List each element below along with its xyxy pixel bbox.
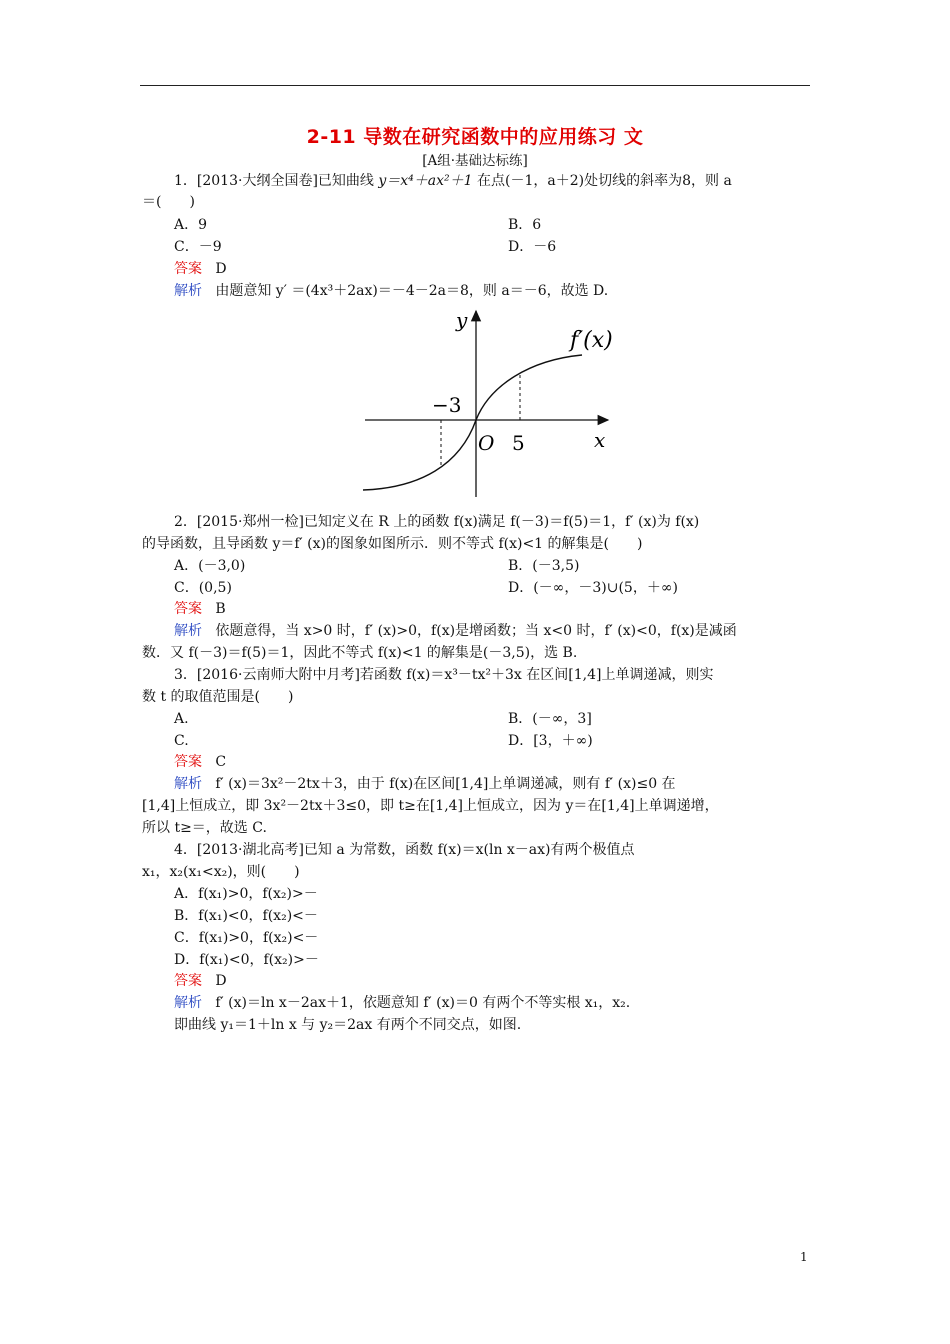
q3-analysis-line-3: 所以 t≥＝，故选 C.: [142, 820, 267, 836]
q1-analysis-line: [174, 282, 844, 300]
q2-stem-line-1: 2．[2015·郑州一检]已知定义在 R 上的函数 f(x)满足 f(－3)＝f(5)＝1，f′ (x)为 f(x): [174, 514, 700, 530]
page-title: 2-11 导数在研究函数中的应用练习 文: [306, 126, 644, 148]
q4-option-c: C．f(x₁)>0，f(x₂)<－: [174, 930, 319, 946]
q1-stem-text: 1．[2013·大纲全国卷]已知曲线: [174, 173, 379, 189]
derivative-curve: [363, 355, 582, 490]
q2-options-row-1: [174, 557, 844, 575]
q3-stem-line-2: 数 t 的取值范围是( ): [142, 689, 294, 705]
q1-options-row-2: [174, 238, 844, 256]
q4-answer-label: 答案: [174, 973, 202, 989]
q3-answer-label: 答案: [174, 754, 202, 770]
q2-answer-line: [174, 600, 844, 618]
q2-stem-line-2: 的导函数，且导函数 y＝f′ (x)的图象如图所示．则不等式 f(x)<1 的解集是( ): [142, 536, 643, 552]
q4-analysis-line-2: 即曲线 y₁＝1＋ln x 与 y₂＝2ax 有两个不同交点，如图.: [174, 1017, 522, 1033]
q2-answer: B: [215, 601, 226, 617]
q2-answer-label: 答案: [174, 601, 202, 617]
q1-options-row-1: [174, 216, 844, 234]
q1-option-d: D．－6: [508, 239, 557, 255]
tick-label-neg: −3: [432, 393, 462, 417]
y-axis-label: y: [456, 308, 468, 332]
q3-option-a: A.: [174, 711, 189, 727]
q1-answer-label: 答案: [174, 261, 202, 277]
derivative-graph: [360, 305, 620, 500]
q2-options-row-2: [174, 579, 844, 597]
section-subtitle: [A组·基础达标练]: [422, 153, 528, 169]
page-number: 1: [800, 1250, 808, 1264]
q3-options-row-1: [174, 710, 844, 728]
x-axis-label: x: [594, 428, 606, 452]
q3-stem-line-1: 3．[2016·云南师大附中月考]若函数 f(x)＝x³－tx²＋3x 在区间[1,4]上单调递减，则实: [174, 667, 714, 683]
q3-analysis-label: 解析: [174, 776, 202, 792]
q1-option-a: A．9: [174, 217, 208, 233]
q4-option-a: A．f(x₁)>0，f(x₂)>－: [174, 886, 318, 902]
q1-formula: y＝x⁴＋ax²＋1: [378, 173, 473, 189]
q2-analysis-label: 解析: [174, 623, 202, 639]
q3-option-d: D．[3，＋∞): [508, 733, 593, 749]
q1-analysis-label: 解析: [174, 283, 202, 299]
q3-analysis-1: f′ (x)＝3x²－2tx＋3，由于 f(x)在区间[1,4]上单调递减，则有 f′ (x)≤0 在: [215, 776, 676, 792]
q2-option-a: A．(－3,0): [174, 558, 246, 574]
q3-analysis-line-1: [174, 775, 844, 793]
q2-analysis-1: 依题意得，当 x>0 时，f′ (x)>0，f(x)是增函数；当 x<0 时，f′ (x)<0，f(x)是减函: [215, 623, 737, 639]
curve-label: f′(x): [570, 328, 613, 353]
q4-stem-line-2: x₁，x₂(x₁<x₂)，则( ): [142, 864, 300, 880]
q3-options-row-2: [174, 732, 844, 750]
q1-stem-text-2: 在点(－1，a＋2)处切线的斜率为8，则 a: [472, 173, 732, 189]
q4-analysis-line-1: [174, 994, 844, 1012]
q1-option-b: B．6: [508, 217, 542, 233]
origin-label: O: [478, 431, 495, 455]
q4-option-d: D．f(x₁)<0，f(x₂)>－: [174, 952, 319, 968]
q4-answer-line: [174, 972, 844, 990]
q3-analysis-line-2: [1,4]上恒成立，即 3x²－2tx＋3≤0，即 t≥在[1,4]上恒成立，因为 y＝在[1,4]上单调递增，: [142, 798, 719, 814]
q1-analysis: 由题意知 y′ ＝(4x³＋2ax)＝－4－2a＝8，则 a＝－6，故选 D.: [215, 283, 609, 299]
q4-option-b: B．f(x₁)<0，f(x₂)<－: [174, 908, 318, 924]
q3-answer: C: [215, 754, 227, 770]
q2-option-d: D．(－∞，－3)∪(5，＋∞): [508, 580, 678, 596]
q1-stem-line-2: ＝( ): [142, 194, 195, 210]
q1-answer: D: [215, 261, 227, 277]
q2-analysis-line-2: 数．又 f(－3)＝f(5)＝1，因此不等式 f(x)<1 的解集是(－3,5)，选 B.: [142, 645, 578, 661]
q3-option-b: B．(－∞，3]: [508, 711, 592, 727]
q2-analysis-line-1: [174, 622, 844, 640]
tick-label-pos: 5: [512, 431, 525, 455]
q2-option-c: C．(0,5): [174, 580, 232, 596]
q4-analysis-label: 解析: [174, 995, 202, 1011]
q4-answer: D: [215, 973, 227, 989]
q1-stem-line-1: [174, 172, 844, 190]
q1-answer-line: [174, 260, 844, 278]
q4-analysis-1: f′ (x)＝ln x－2ax＋1，依题意知 f′ (x)＝0 有两个不等实根 x₁，x₂.: [215, 995, 631, 1011]
q3-option-c: C.: [174, 733, 189, 749]
q1-option-c: C．－9: [174, 239, 222, 255]
header-rule: [140, 85, 810, 86]
q2-option-b: B．(－3,5): [508, 558, 580, 574]
q4-stem-line-1: 4．[2013·湖北高考]已知 a 为常数，函数 f(x)＝x(ln x－ax)有两个极值点: [174, 842, 635, 858]
q3-answer-line: [174, 753, 844, 771]
